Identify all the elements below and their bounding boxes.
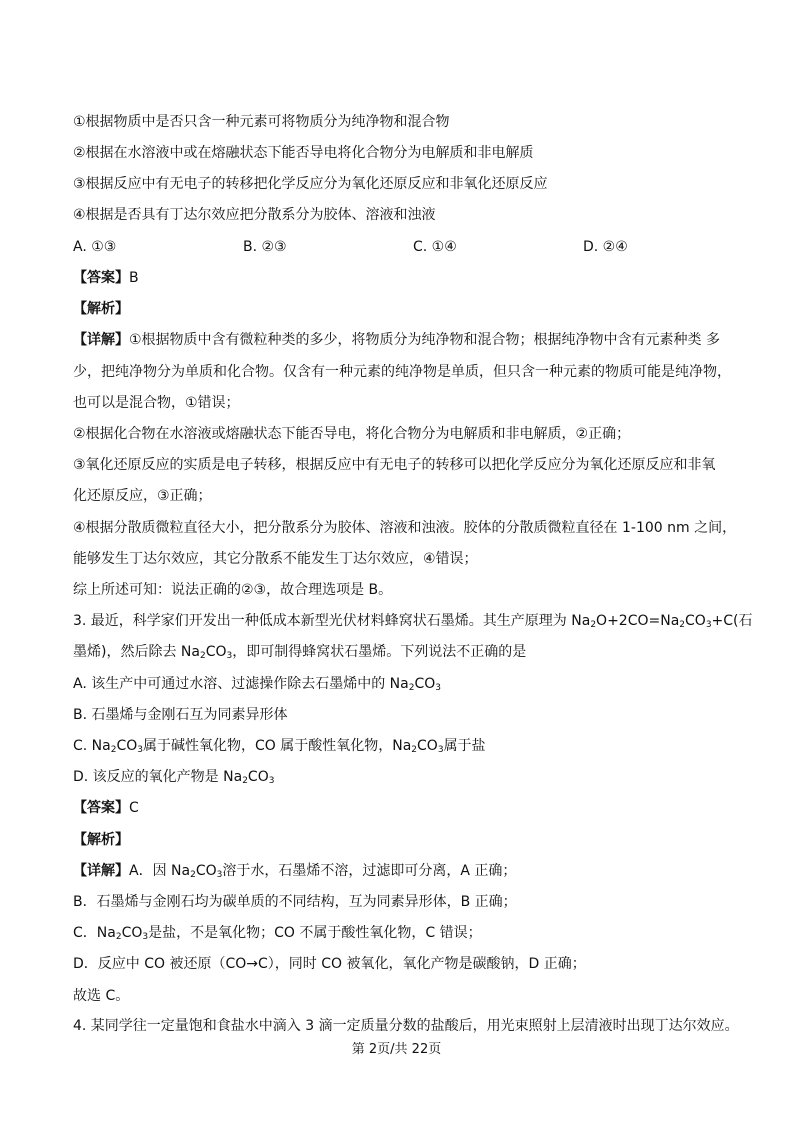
text: 属于盐 <box>443 738 486 754</box>
option-b: B. ②③ <box>243 239 287 255</box>
text: A．因 Na <box>129 863 191 879</box>
subscript: 2 <box>408 683 415 693</box>
subscript: 2 <box>679 620 686 630</box>
text: 墨烯)，然后除去 Na <box>73 644 200 660</box>
statement-3: ③根据反应中有无电子的转移把化学反应分为氧化还原反应和非氧化还原反应 <box>73 176 548 192</box>
detail-label: 【详解】 <box>73 332 129 348</box>
q3-option-c <box>73 736 728 756</box>
answer-label: 【答案】 <box>73 800 129 816</box>
text: CO <box>414 676 436 692</box>
q3-option-a <box>73 674 728 694</box>
text: 溶于水，石墨烯不溶，过滤即可分离，A 正确； <box>222 863 517 879</box>
answer-1 <box>73 268 728 288</box>
statement-1: ①根据物质中是否只含一种元素可将物质分为纯净物和混合物 <box>73 114 450 130</box>
subscript: 3 <box>142 932 149 942</box>
detail-1-line-4: ②根据化合物在水溶液或熔融状态下能否导电，将化合物分为电解质和非电解质，②正确； <box>73 426 631 442</box>
analysis-2-label: 【解析】 <box>73 832 129 848</box>
detail-1-line-3: 也可以是混合物，①错误； <box>73 395 240 411</box>
detail-text: ①根据物质中含有微粒种类的多少，将物质分为纯净物和混合物；根据纯净物中含有元素种类 多 <box>129 332 720 348</box>
text: CO <box>417 738 438 754</box>
detail-2-line-2: B．石墨烯与金刚石均为碳单质的不同结构，互为同素异形体，B 正确； <box>73 894 517 910</box>
question-3-line-1 <box>73 611 753 631</box>
subscript: 2 <box>199 651 206 661</box>
subscript: 3 <box>268 776 275 786</box>
detail-1-line-2: 少，把纯净物分为单质和化合物。仅含有一种元素的纯净物是单质，但只含一种元素的物质可能是纯净物， <box>73 364 731 380</box>
detail-1-line-6: 化还原反应，③正确； <box>73 488 212 504</box>
detail-2-line-3 <box>73 923 728 943</box>
q3-option-d <box>73 767 728 787</box>
text: 3. 最近，科学家们开发出一种低成本新型光伏材料蜂窝状石墨烯。其生产原理为 Na <box>73 613 591 629</box>
text: CO <box>247 769 269 785</box>
question-3-line-2 <box>73 642 728 662</box>
detail-1-line-8: 能够发生丁达尔效应，其它分散系不能发生丁达尔效应，④错误； <box>73 551 478 567</box>
analysis-1-label: 【解析】 <box>73 301 129 317</box>
text: CO <box>195 863 217 879</box>
text: 属于碱性氧化物，CO 属于酸性氧化物，Na <box>143 738 412 754</box>
text: C．Na <box>73 925 116 941</box>
detail-1-line-1 <box>73 330 728 350</box>
text: CO <box>121 925 143 941</box>
subscript: 3 <box>705 620 712 630</box>
subscript: 3 <box>437 745 444 755</box>
subscript: 2 <box>115 932 122 942</box>
text: 是盐，不是氧化物；CO 不属于酸性氧化物，C 错误； <box>148 925 482 941</box>
detail-label: 【详解】 <box>73 863 129 879</box>
page-footer: 第 2页/共 22页 <box>351 1042 442 1057</box>
detail-1-summary: 综上所述可知：说法正确的②③，故合理选项是 B。 <box>73 582 393 598</box>
subscript: 3 <box>216 870 223 880</box>
detail-2-line-5: 故选 C。 <box>73 988 130 1004</box>
subscript: 2 <box>190 870 196 880</box>
statement-4: ④根据是否具有丁达尔效应把分散系分为胶体、溶液和浊液 <box>73 207 436 223</box>
text: D. 该反应的氧化产物是 Na <box>73 769 243 785</box>
question-4: 4. 某同学往一定量饱和食盐水中滴入 3 滴一定质量分数的盐酸后，用光束照射上层清液时出现丁达尔效应。 <box>73 1018 739 1034</box>
detail-1-line-5: ③氧化还原反应的实质是电子转移，根据反应中有无电子的转移可以把化学反应分为氧化还原反应和非氧 <box>73 457 716 473</box>
detail-2-line-1 <box>73 861 728 881</box>
option-c: C. ①④ <box>413 239 457 255</box>
text: +C(石 <box>711 613 753 629</box>
answer-label: 【答案】 <box>73 270 129 286</box>
text: O+2CO=Na <box>596 613 680 629</box>
q2-options <box>73 237 728 257</box>
text: CO <box>116 738 138 754</box>
subscript: 2 <box>590 620 597 630</box>
answer-value: B <box>129 270 139 286</box>
detail-1-line-7: ④根据分散质微粒直径大小，把分散系分为胶体、溶液和浊液。胶体的分散质微粒直径在 1-100 nm 之间， <box>73 520 737 536</box>
text: ，即可制得蜂窝状石墨烯。下列说法不正确的是 <box>232 644 527 660</box>
answer-value: C <box>129 800 139 816</box>
subscript: 2 <box>110 745 117 755</box>
subscript: 3 <box>137 745 143 755</box>
option-d: D. ②④ <box>583 239 628 255</box>
statement-2: ②根据在水溶液中或在熔融状态下能否导电将化合物分为电解质和非电解质 <box>73 145 534 161</box>
subscript: 3 <box>435 683 441 693</box>
text: CO <box>685 613 706 629</box>
subscript: 3 <box>226 651 233 661</box>
answer-2 <box>73 798 728 818</box>
detail-2-line-4: D．反应中 CO 被还原（CO→C），同时 CO 被氧化，氧化产物是碳酸钠，D 正确； <box>73 956 586 972</box>
q3-option-b: B. 石墨烯与金刚石互为同素异形体 <box>73 707 288 723</box>
text: C. Na <box>73 738 111 754</box>
subscript: 2 <box>242 776 248 786</box>
option-a: A. ①③ <box>73 239 117 255</box>
text: A. 该生产中可通过水溶、过滤操作除去石墨烯中的 Na <box>73 676 409 692</box>
subscript: 2 <box>411 745 418 755</box>
text: CO <box>205 644 227 660</box>
